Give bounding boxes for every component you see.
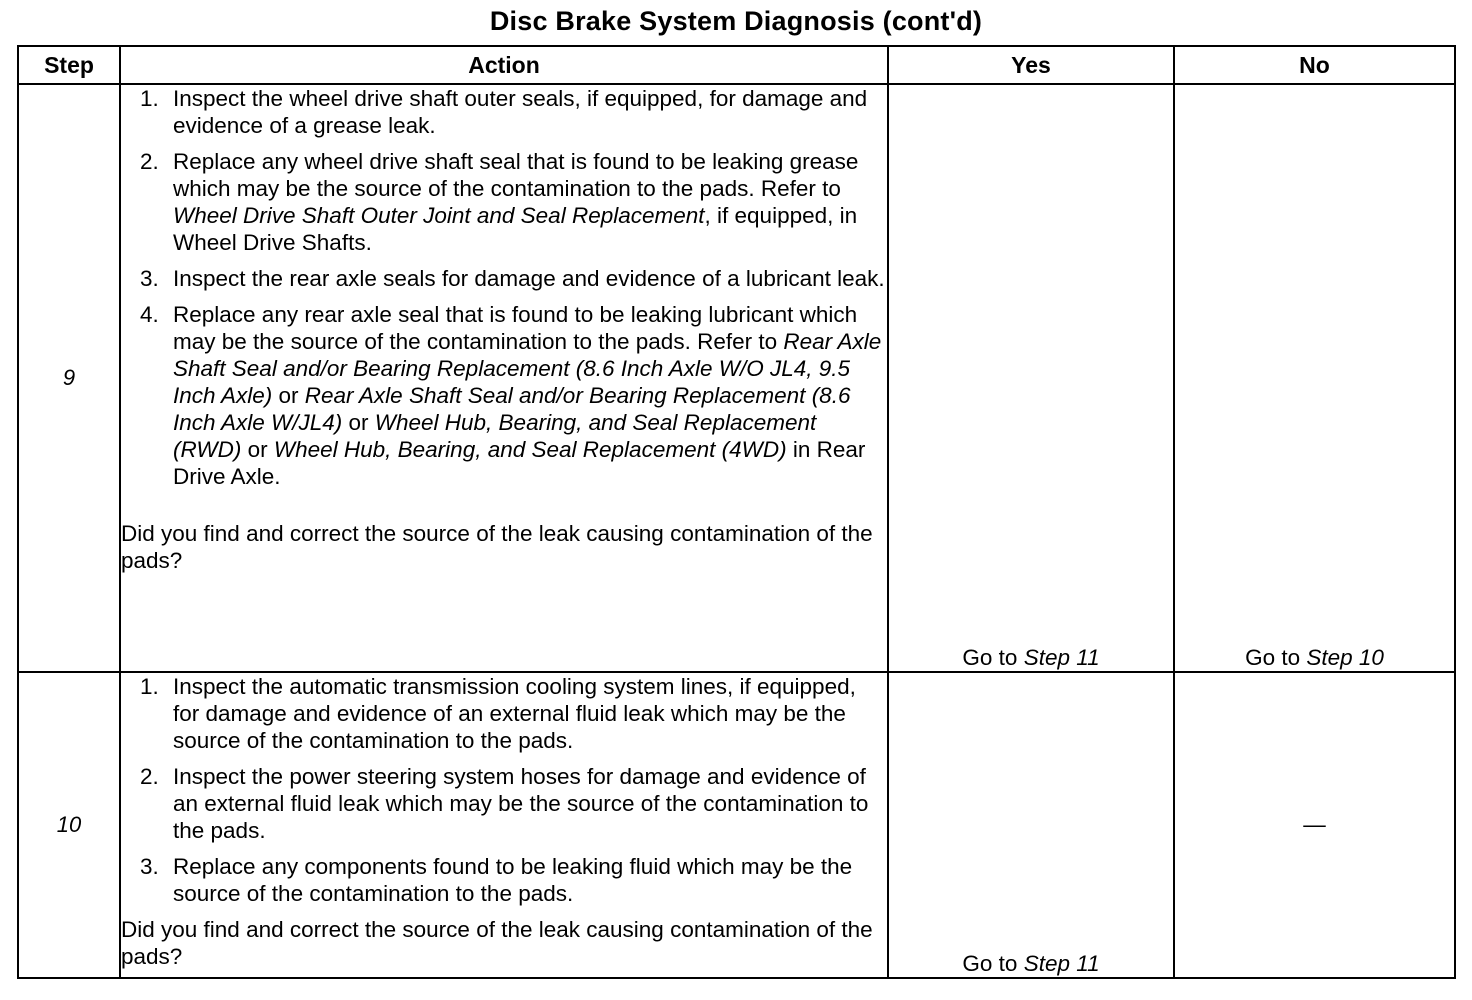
action-text: Replace any wheel drive shaft seal that is found to be leaking grease which may be the source of the contamination to the pads. Refer to [173, 149, 859, 201]
action-text: or [272, 383, 305, 408]
procedure-reference: Wheel Drive Shaft Outer Joint and Seal Replacement [173, 203, 705, 228]
action-list [121, 85, 887, 490]
header-yes: Yes [888, 46, 1174, 84]
no-result: — [1174, 672, 1455, 978]
action-text: Inspect the automatic transmission cooling system lines, if equipped, for damage and evidence of an external fluid leak which may be the source of the contamination to the pads. [173, 674, 856, 753]
action-step [165, 301, 887, 490]
header-no: No [1174, 46, 1455, 84]
procedure-reference: Wheel Hub, Bearing, and Seal Replacement (RWD) [173, 410, 817, 462]
no-target: Step 10 [1306, 645, 1384, 670]
question-text: Did you find and correct the source of the leak causing contamination of the pads? [121, 521, 873, 573]
action-text: Inspect the rear axle seals for damage and evidence of a lubricant leak. [173, 266, 885, 291]
header-step: Step [18, 46, 120, 84]
action-text: or [342, 410, 375, 435]
procedure-reference: Rear Axle Shaft Seal and/or Bearing Replacement (8.6 Inch Axle W/O JL4, 9.5 Inch Axle) [173, 329, 882, 408]
step-number: 9 [18, 84, 120, 672]
action-text: Inspect the power steering system hoses for damage and evidence of an external fluid leak which may be the source of the contamination to the pads. [173, 764, 869, 843]
procedure-reference: Wheel Hub, Bearing, and Seal Replacement (4WD) [273, 437, 787, 462]
yes-prefix: Go to [962, 951, 1024, 976]
action-step [165, 265, 887, 292]
question-text: Did you find and correct the source of the leak causing contamination of the pads? [121, 917, 873, 969]
action-step [165, 763, 887, 844]
no-prefix: Go to [1245, 645, 1307, 670]
step-row-10 [18, 672, 1455, 978]
action-text: Inspect the wheel drive shaft outer seals, if equipped, for damage and evidence of a grease leak. [173, 86, 868, 138]
action-step [165, 853, 887, 907]
action-text: in Rear Drive Axle. [173, 437, 866, 489]
action-step [165, 673, 887, 754]
yes-prefix: Go to [962, 645, 1024, 670]
step-row-9 [18, 84, 1455, 672]
action-list [121, 673, 887, 907]
header-action: Action [120, 46, 888, 84]
header-row [18, 46, 1455, 84]
action-text: Replace any components found to be leaking fluid which may be the source of the contamination to the pads. [173, 854, 853, 906]
action-text: , if equipped, in Wheel Drive Shafts. [173, 203, 858, 255]
yes-result [888, 672, 1174, 978]
yes-result [888, 84, 1174, 672]
yes-target: Step 11 [1023, 645, 1100, 670]
no-result [1174, 84, 1455, 672]
action-text: or [241, 437, 274, 462]
step-number: 10 [18, 672, 120, 978]
action-cell [120, 84, 888, 672]
action-cell [120, 672, 888, 978]
action-step [165, 85, 887, 139]
action-step [165, 148, 887, 256]
procedure-reference: Rear Axle Shaft Seal and/or Bearing Replacement (8.6 Inch Axle W/JL4) [173, 383, 851, 435]
diagnosis-table [17, 45, 1456, 979]
action-text: Replace any rear axle seal that is found to be leaking lubricant which may be the source of the contamination to the pads. Refer to [173, 302, 858, 354]
page-title: Disc Brake System Diagnosis (cont'd) [489, 6, 983, 36]
yes-target: Step 11 [1023, 951, 1100, 976]
